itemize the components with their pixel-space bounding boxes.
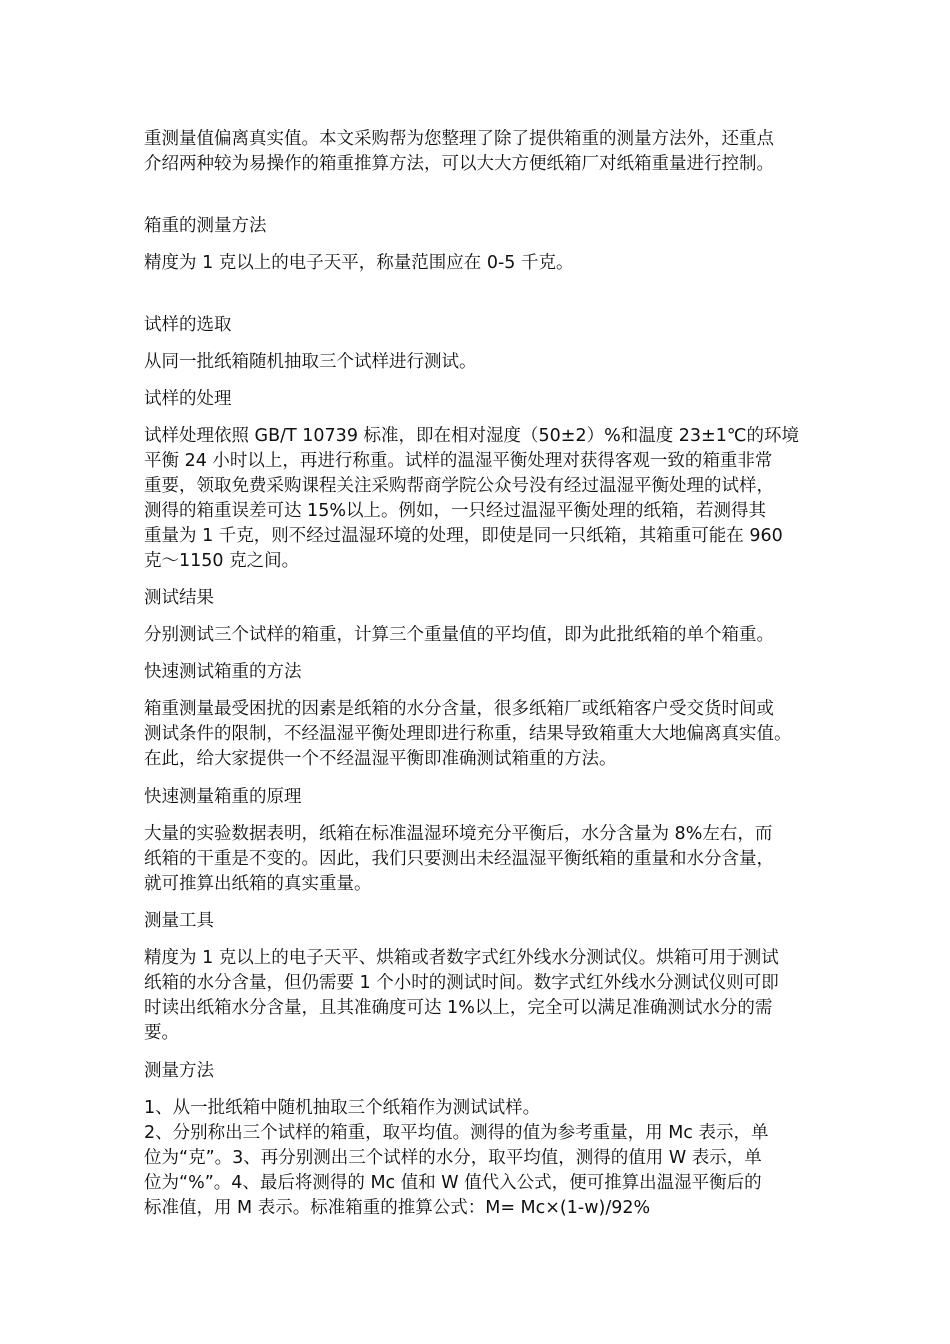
paragraph-tools-line-1: 精度为 1 克以上的电子天平、烘箱或者数字式红外线水分测试仪。烘箱可用于测试 — [144, 948, 779, 968]
paragraph-treatment-line-2: 平衡 24 小时以上，再进行称重。试样的温湿平衡处理对获得客观一致的箱重非常 — [144, 451, 773, 471]
paragraph-quick-test-line-1: 箱重测量最受困扰的因素是纸箱的水分含量，很多纸箱厂或纸箱客户受交货时间或 — [144, 699, 774, 719]
formula-line: 标准值，用 M 表示。标准箱重的推算公式：M= Mc×(1-w)/92% — [144, 1198, 651, 1218]
paragraph-principle-line-2: 纸箱的干重是不变的。因此，我们只要测出未经温湿平衡纸箱的重量和水分含量， — [144, 849, 774, 869]
intro-line-1: 重测量值偏离真实值。本文采购帮为您整理了除了提供箱重的测量方法外，还重点 — [144, 129, 774, 149]
heading-weight-measurement-method: 箱重的测量方法 — [144, 216, 267, 236]
paragraph-tools-line-2: 纸箱的水分含量，但仍需要 1 个小时的测试时间。数字式红外线水分测试仪则可即 — [144, 973, 779, 993]
paragraph-test-results: 分别测试三个试样的箱重，计算三个重量值的平均值，即为此批纸箱的单个箱重。 — [144, 625, 774, 645]
paragraph-treatment-line-3: 重要，领取免费采购课程关注采购帮商学院公众号没有经过温湿平衡处理的试样， — [144, 476, 774, 496]
paragraph-treatment-line-4: 测得的箱重误差可达 15%以上。例如，一只经过温湿平衡处理的纸箱，若测得其 — [144, 501, 766, 521]
paragraph-tools-line-3: 时读出纸箱水分含量，且其准确度可达 1%以上，完全可以满足准确测试水分的需 — [144, 998, 773, 1018]
heading-quick-measurement-principle: 快速测量箱重的原理 — [144, 787, 302, 807]
heading-test-results: 测试结果 — [144, 588, 214, 608]
step-line-4: 位为“%”。4、最后将测得的 Mc 值和 W 值代入公式，便可推算出温湿平衡后的 — [144, 1173, 762, 1193]
heading-measurement-method: 测量方法 — [144, 1061, 214, 1081]
paragraph-sample-selection: 从同一批纸箱随机抽取三个试样进行测试。 — [144, 352, 477, 372]
paragraph-treatment-line-6: 克～1150 克之间。 — [144, 551, 300, 571]
intro-line-2: 介绍两种较为易操作的箱重推算方法，可以大大方便纸箱厂对纸箱重量进行控制。 — [144, 154, 774, 174]
paragraph-balance-precision: 精度为 1 克以上的电子天平，称量范围应在 0-5 千克。 — [144, 253, 574, 273]
paragraph-principle-line-1: 大量的实验数据表明，纸箱在标准温湿环境充分平衡后，水分含量为 8%左右，而 — [144, 824, 773, 844]
step-line-1: 1、从一批纸箱中随机抽取三个纸箱作为测试试样。 — [144, 1098, 541, 1118]
step-line-2: 2、分别称出三个试样的箱重，取平均值。测得的值为参考重量，用 Mc 表示，单 — [144, 1123, 769, 1143]
paragraph-treatment-line-5: 重量为 1 千克，则不经过温湿环境的处理，即使是同一只纸箱，其箱重可能在 960 — [144, 526, 783, 546]
paragraph-quick-test-line-3: 在此，给大家提供一个不经温湿平衡即准确测试箱重的方法。 — [144, 749, 617, 769]
paragraph-quick-test-line-2: 测试条件的限制，不经温湿平衡处理即进行称重，结果导致箱重大大地偏离真实值。 — [144, 724, 792, 744]
heading-measurement-tools: 测量工具 — [144, 911, 214, 931]
paragraph-treatment-line-1: 试样处理依照 GB/T 10739 标准，即在相对湿度（50±2）%和温度 23±1℃的环境 — [144, 426, 799, 446]
heading-sample-selection: 试样的选取 — [144, 315, 232, 335]
step-line-3: 位为“克”。3、再分别测出三个试样的水分，取平均值，测得的值用 W 表示，单 — [144, 1148, 762, 1168]
heading-quick-test-method: 快速测试箱重的方法 — [144, 662, 302, 682]
heading-sample-treatment: 试样的处理 — [144, 389, 232, 409]
paragraph-principle-line-3: 就可推算出纸箱的真实重量。 — [144, 874, 372, 894]
paragraph-tools-line-4: 要。 — [144, 1023, 179, 1043]
